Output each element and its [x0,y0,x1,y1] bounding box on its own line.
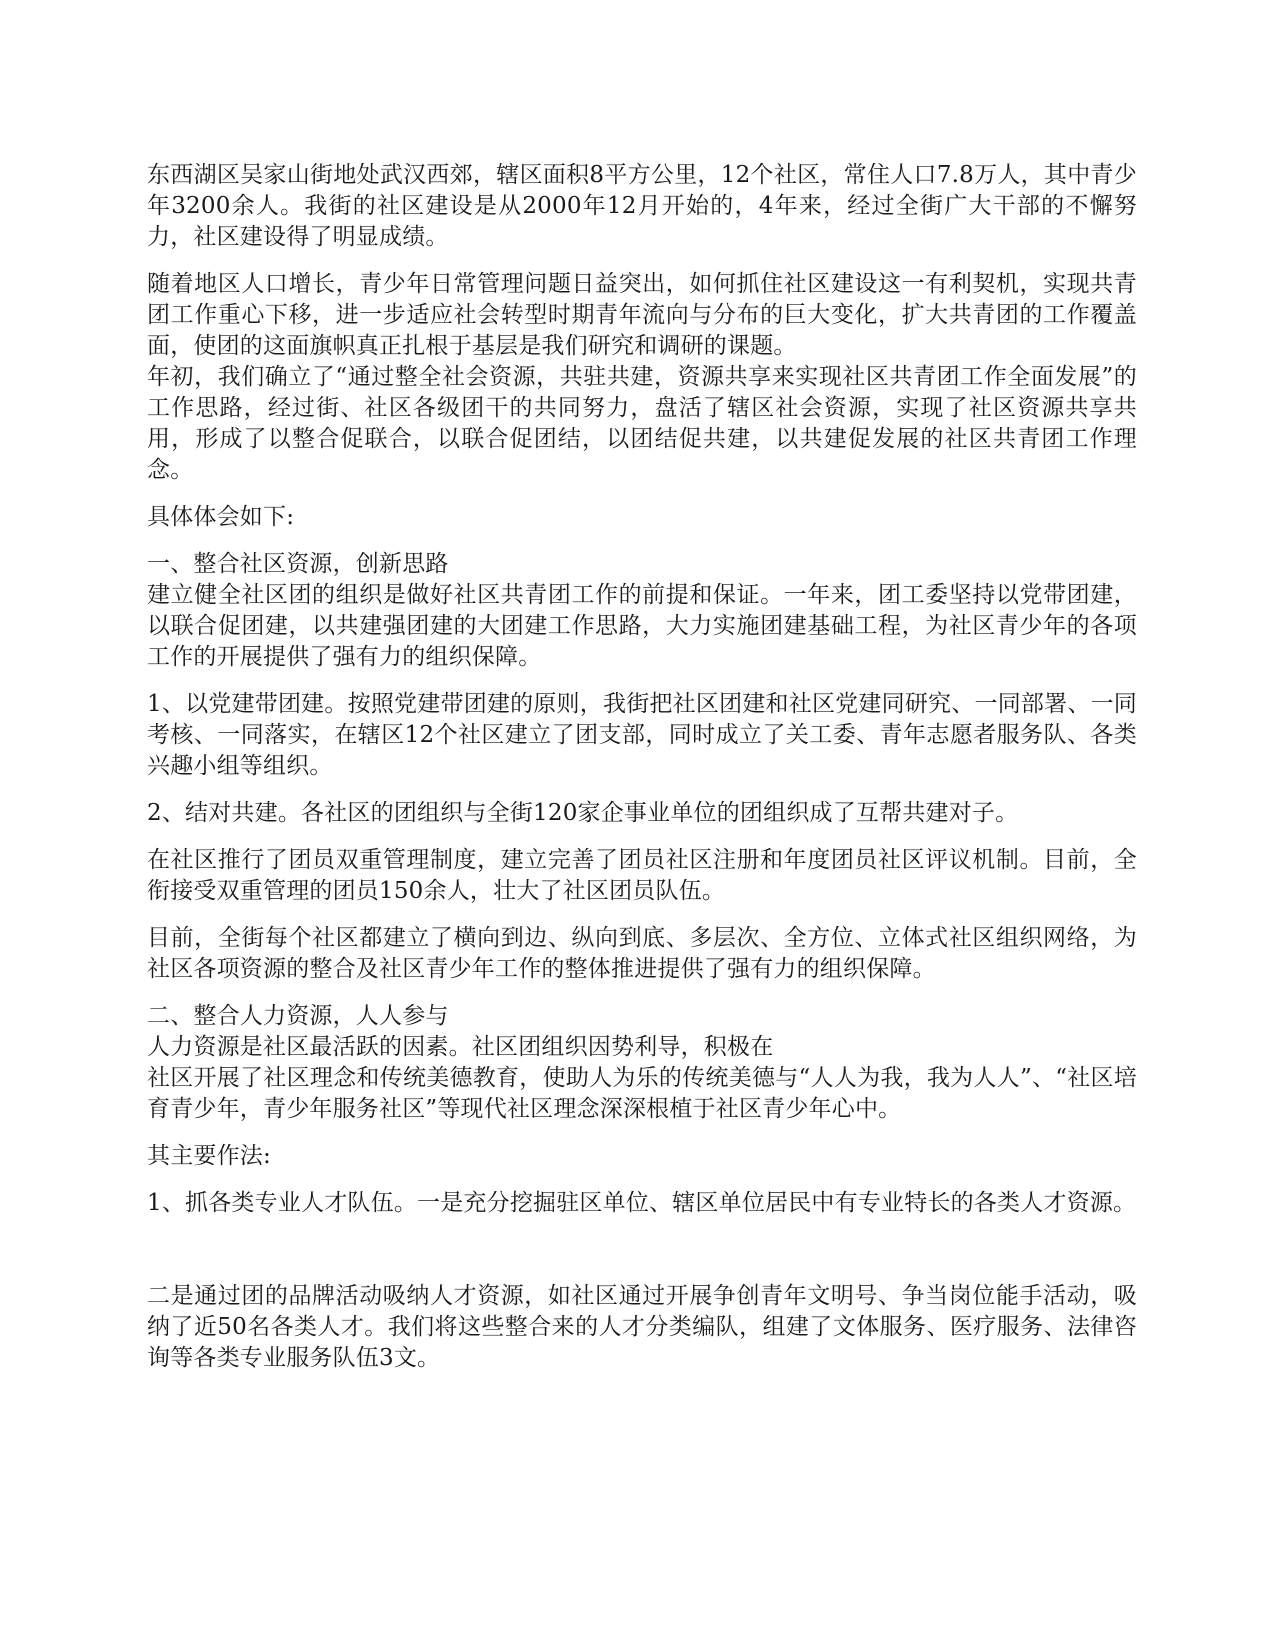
paragraph-dual-management: 在社区推行了团员双重管理制度，建立完善了团员社区注册和年度团员社区评议机制。目前，全衔接受双重管理的团员150余人，壮大了社区团员队伍。 [147,847,1137,904]
paragraph-section-1-body: 建立健全社区团的组织是做好社区共青团工作的前提和保证。一年来，团工委坚持以党带团建，以联合促团建，以共建强团建的大团建工作思路，大力实施团建基础工程，为社区青少年的各项工作的开展提供了强有力的组织保障。 [147,582,1137,670]
paragraph-method-1-continued: 二是通过团的品牌活动吸纳人才资源，如社区通过开展争创青年文明号、争当岗位能手活动，吸纳了近50名各类人才。我们将这些整合来的人才分类编队，组建了文体服务、医疗服务、法律咨询等各类专业服务队伍3文。 [147,1283,1137,1371]
paragraph-item-2: 2、结对共建。各社区的团组织与全街120家企事业单位的团组织成了互帮共建对子。 [147,800,1019,826]
paragraph-approach: 年初，我们确立了“通过整全社会资源，共驻共建，资源共享来实现社区共青团工作全面发展”的工作思路，经过街、社区各级团干的共同努力，盘活了辖区社会资源，实现了社区资源共享共用，形成了以整合促联合，以联合促团结，以团结促共建，以共建促发展的社区共青团工作理念。 [147,364,1137,483]
paragraph-method-1: 1、抓各类专业人才队伍。一是充分挖掘驻区单位、辖区单位居民中有专业特长的各类人才资源。 [147,1190,1137,1216]
section-heading-2: 二、整合人力资源，人人参与 [147,1003,449,1029]
paragraph-background: 随着地区人口增长，青少年日常管理问题日益突出，如何抓住社区建设这一有利契机，实现共青团工作重心下移，进一步适应社会转型时期青年流向与分布的巨大变化，扩大共青团的工作覆盖面，使团的这面旗帜真正扎根于基层是我们研究和调研的课题。 [147,271,1137,359]
paragraph-section-2-body-b: 社区开展了社区理念和传统美德教育，使助人为乐的传统美德与“人人为我，我为人人”、“社区培育青少年，青少年服务社区”等现代社区理念深深根植于社区青少年心中。 [147,1065,1137,1122]
section-heading-1: 一、整合社区资源，创新思路 [147,551,449,577]
paragraph-summary-lead: 具体体会如下: [147,504,295,530]
document-page [147,160,1137,1390]
paragraph-methods-lead: 其主要作法: [147,1143,271,1169]
paragraph-intro: 东西湖区吴家山街地处武汉西郊，辖区面积8平方公里，12个社区，常住人口7.8万人，其中青少年3200余人。我街的社区建设是从2000年12月开始的，4年来，经过全街广大干部的不懈努力，社区建设得了明显成绩。 [147,162,1137,250]
paragraph-section-2-body-a: 人力资源是社区最活跃的因素。社区团组织因势利导，积极在 [147,1034,774,1060]
paragraph-network: 目前，全街每个社区都建立了横向到边、纵向到底、多层次、全方位、立体式社区组织网络，为社区各项资源的整合及社区青少年工作的整体推进提供了强有力的组织保障。 [147,925,1137,982]
paragraph-item-1: 1、以党建带团建。按照党建带团建的原则，我街把社区团建和社区党建同研究、一同部署、一同考核、一同落实，在辖区12个社区建立了团支部，同时成立了关工委、青年志愿者服务队、各类兴趣小组等组织。 [147,691,1137,779]
